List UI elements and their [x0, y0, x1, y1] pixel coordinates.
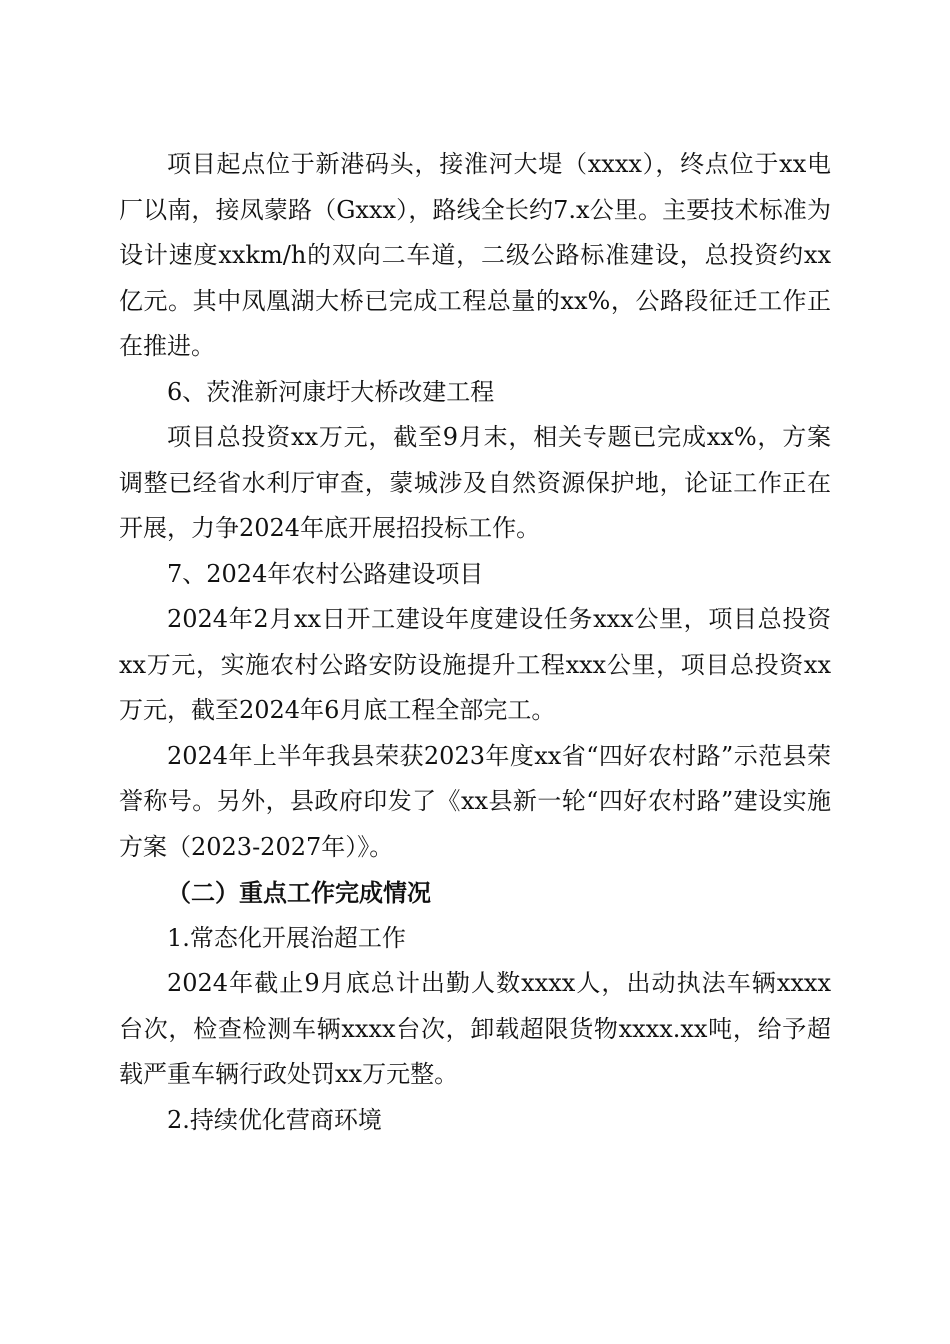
paragraph-overload-control: 2024年截止9月底总计出勤人数xxxx人，出动执法车辆xxxx台次，检查检测车辆xxxx台次，卸载超限货物xxxx.xx吨，给予超载严重车辆行政处罚xx万元整。	[119, 969, 831, 1088]
paragraph-honors: 2024年上半年我县荣获2023年度xx省“四好农村路”示范县荣誉称号。另外，县政府印发了《xx县新一轮“四好农村路”建设实施方案（2023-2027年）》。	[119, 741, 831, 861]
paragraph-rural-roads: 2024年2月xx日开工建设年度建设任务xxx公里，项目总投资xx万元，实施农村公路安防设施提升工程xxx公里，项目总投资xx万元，截至2024年6月底工程全部完工。	[119, 605, 831, 724]
paragraph-kangwei-bridge: 项目总投资xx万元，截至9月末，相关专题已完成xx%，方案调整已经省水利厅审查，蒙城涉及自然资源保护地，论证工作正在开展，力争2024年底开展招投标工作。	[119, 423, 831, 542]
heading-business-environment: 2.持续优化营商环境	[167, 1105, 382, 1134]
heading-key-work: （二）重点工作完成情况	[167, 878, 431, 907]
heading-rural-roads: 7、2024年农村公路建设项目	[167, 559, 484, 588]
heading-overload-control: 1.常态化开展治超工作	[167, 923, 406, 952]
heading-kangwei-bridge: 6、茨淮新河康圩大桥改建工程	[167, 377, 495, 406]
paragraph-project-overview: 项目起点位于新港码头，接淮河大堤（xxxx），终点位于xx电厂以南，接凤蒙路（Gxxx），路线全长约7.x公里。主要技术标准为设计速度xxkm/h的双向二车道，二级公路标准建设，总投资约xx亿元。其中凤凰湖大桥已完成工程总量的xx%，公路段征迁工作正在推进。	[119, 150, 831, 360]
document-body	[119, 142, 831, 1143]
